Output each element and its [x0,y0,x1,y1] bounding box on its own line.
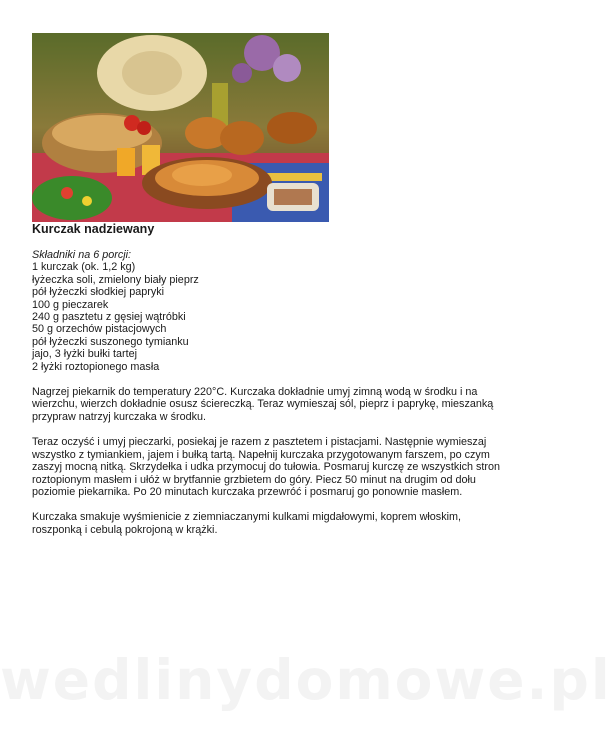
ingredient-list [32,261,502,373]
recipe-content [32,249,502,536]
ingredient-item: 2 łyżki roztopionego masła [32,360,160,373]
ingredients-heading: Składniki na 6 porcji: [32,249,132,261]
ingredient-item: pół łyżeczki suszonego tymianku [32,335,189,348]
ingredient-item: pół łyżeczki słodkiej papryki [32,286,165,299]
ingredient-item: 1 kurczak (ok. 1,2 kg) [32,261,136,274]
ingredient-item: jajo, 3 łyżki bułki tartej [32,348,138,361]
recipe-title: Kurczak nadziewany [32,222,155,236]
serving-paragraph: Kurczaka smakuje wyśmienicie z ziemniaczanymi kulkami migdałowymi, koprem włoskim, roszponką i cebulą pokrojoną w krążki. [32,511,461,536]
ingredient-item: łyżeczka soli, zmielony biały pieprz [32,273,199,286]
ingredient-item: 100 g pieczarek [32,298,109,311]
instruction-paragraph: Teraz oczyść i umyj pieczarki, posiekaj je razem z pasztetem i pistacjami. Następnie wymieszaj wszystko z tymiankiem, jajem i bułką tartą. Napełnij kurczaka przygotowanym farszem, po czym zaszyj mocną nitką. Skrzydełka i udka przymocuj do tułowia. Posmaruj kurczę ze wszystkich stron roztopionym masłem i ułóż w brytfannie grzbietem do góry. Piecz 50 minut na drugim od dołu poziomie piekarnika. Po 20 minutach kurczaka przewróć i posmaruj go ponownie masłem. [32,436,501,498]
watermark: wedlinydomowe.pl [0,648,612,712]
ingredient-item: 50 g orzechów pistacjowych [32,323,167,336]
instruction-paragraph: Nagrzej piekarnik do temperatury 220°C. Kurczaka dokładnie umyj zimną wodą w środku i na wierzchu, wierzch dokładnie osusz ściereczką. Teraz wymieszaj sól, pieprz i paprykę, mieszanką przypraw natrzyj kurczaka w środku. [32,386,494,423]
recipe-photo [32,33,329,222]
ingredient-item: 240 g pasztetu z gęsiej wątróbki [32,311,186,324]
